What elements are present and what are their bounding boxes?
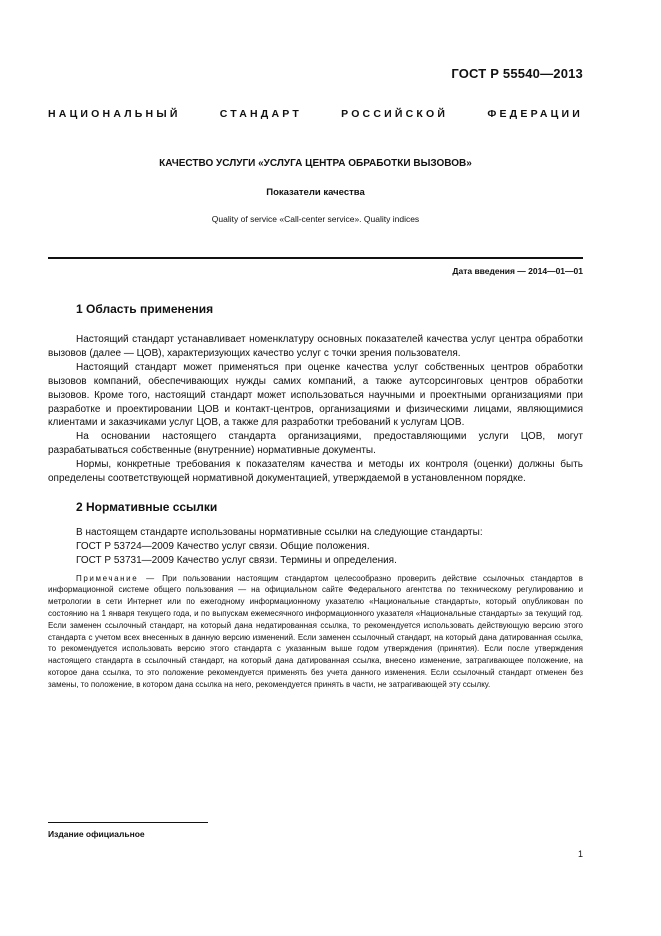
reference-item: ГОСТ Р 53731—2009 Качество услуг связи. Термины и определения.	[76, 554, 397, 566]
official-edition-label: Издание официальное	[48, 829, 145, 839]
reference-item: ГОСТ Р 53724—2009 Качество услуг связи. Общие положения.	[76, 540, 370, 552]
english-title: Quality of service «Call-center service». Quality indices	[211, 214, 420, 224]
footer-divider	[48, 822, 208, 823]
introduction-date: Дата введения — 2014—01—01	[452, 266, 583, 276]
standard-code: ГОСТ Р 55540—2013	[451, 66, 583, 81]
section-2-heading: 2 Нормативные ссылки	[76, 499, 218, 514]
section-1-paragraph: Нормы, конкретные требования к показателям качества и методы их контроля (оценки) должны быть определены соответствующей нормативной документацией, утверждаемой в установленном порядке.	[48, 459, 583, 485]
note-block	[48, 573, 583, 691]
note-label: Примечание —	[76, 573, 156, 583]
national-standard-banner: НАЦИОНАЛЬНЫЙ СТАНДАРТ РОССИЙСКОЙ ФЕДЕРАЦИИ	[48, 108, 583, 120]
main-content	[48, 302, 583, 691]
note-text: При пользовании настоящим стандартом целесообразно проверить действие ссылочных стандартов в информационной системе общего пользования — на официальном сайте Федерального агентства по техническому регулированию и метрологии в сети Интернет или по ежегодному информационному указателю «Национальные стандарты», который опубликован по состоянию на 1 января текущего года, и по выпускам ежемесячного информационного указателя «Национальные стандарты» за текущий год. Если заменен ссылочный стандарт, на который дана недатированная ссылка, то рекомендуется использовать действующую версию этого стандарта с учетом всех внесенных в данную версию изменений. Если заменен ссылочный стандарт, на который дана датированная ссылка, то рекомендуется использовать версию этого стандарта с указанным выше годом утверждения (принятия). Если после утверждения настоящего стандарта в ссылочный стандарт, на который дана датированная ссылка, внесено изменение, затрагивающее положение, на которое дана ссылка, то это положение рекомендуется применять без учета данного изменения. Если ссылочный стандарт отменен без замены, то положение, в котором дана ссылка на него, рекомендуется принять в части, не затрагивающей эту ссылку.	[48, 573, 583, 689]
page-number: 1	[577, 849, 583, 859]
section-1-paragraph: Настоящий стандарт может применяться при оценке качества услуг собственных центров обработки вызовов компаний, обеспечивающих нужды самих компаний, а также аутсорсинговых центров обработки вызовов. Кроме того, настоящий стандарт может использоваться научными и проектными организациями при разработке и проектировании ЦОВ и контакт-центров, организациями и физическими лицами, являющимися клиентами и заказчиками услуг ЦОВ, а также для разработки требований к услугам ЦОВ.	[48, 361, 583, 429]
section-1-heading: 1 Область применения	[76, 302, 214, 316]
document-subtitle: Показатели качества	[266, 187, 365, 198]
references-intro: В настоящем стандарте использованы нормативные ссылки на следующие стандарты:	[76, 526, 483, 538]
document-title: КАЧЕСТВО УСЛУГИ «УСЛУГА ЦЕНТРА ОБРАБОТКИ ВЫЗОВОВ»	[159, 158, 472, 169]
section-1-paragraph: На основании настоящего стандарта организациями, предоставляющими услуги ЦОВ, могут разрабатываться собственные (внутренние) нормативные документы.	[48, 431, 583, 457]
section-1-paragraph: Настоящий стандарт устанавливает номенклатуру основных показателей качества услуг центра обработки вызовов (далее — ЦОВ), характеризующих качество услуг с точки зрения пользователя.	[48, 334, 583, 359]
header-divider	[48, 257, 583, 259]
